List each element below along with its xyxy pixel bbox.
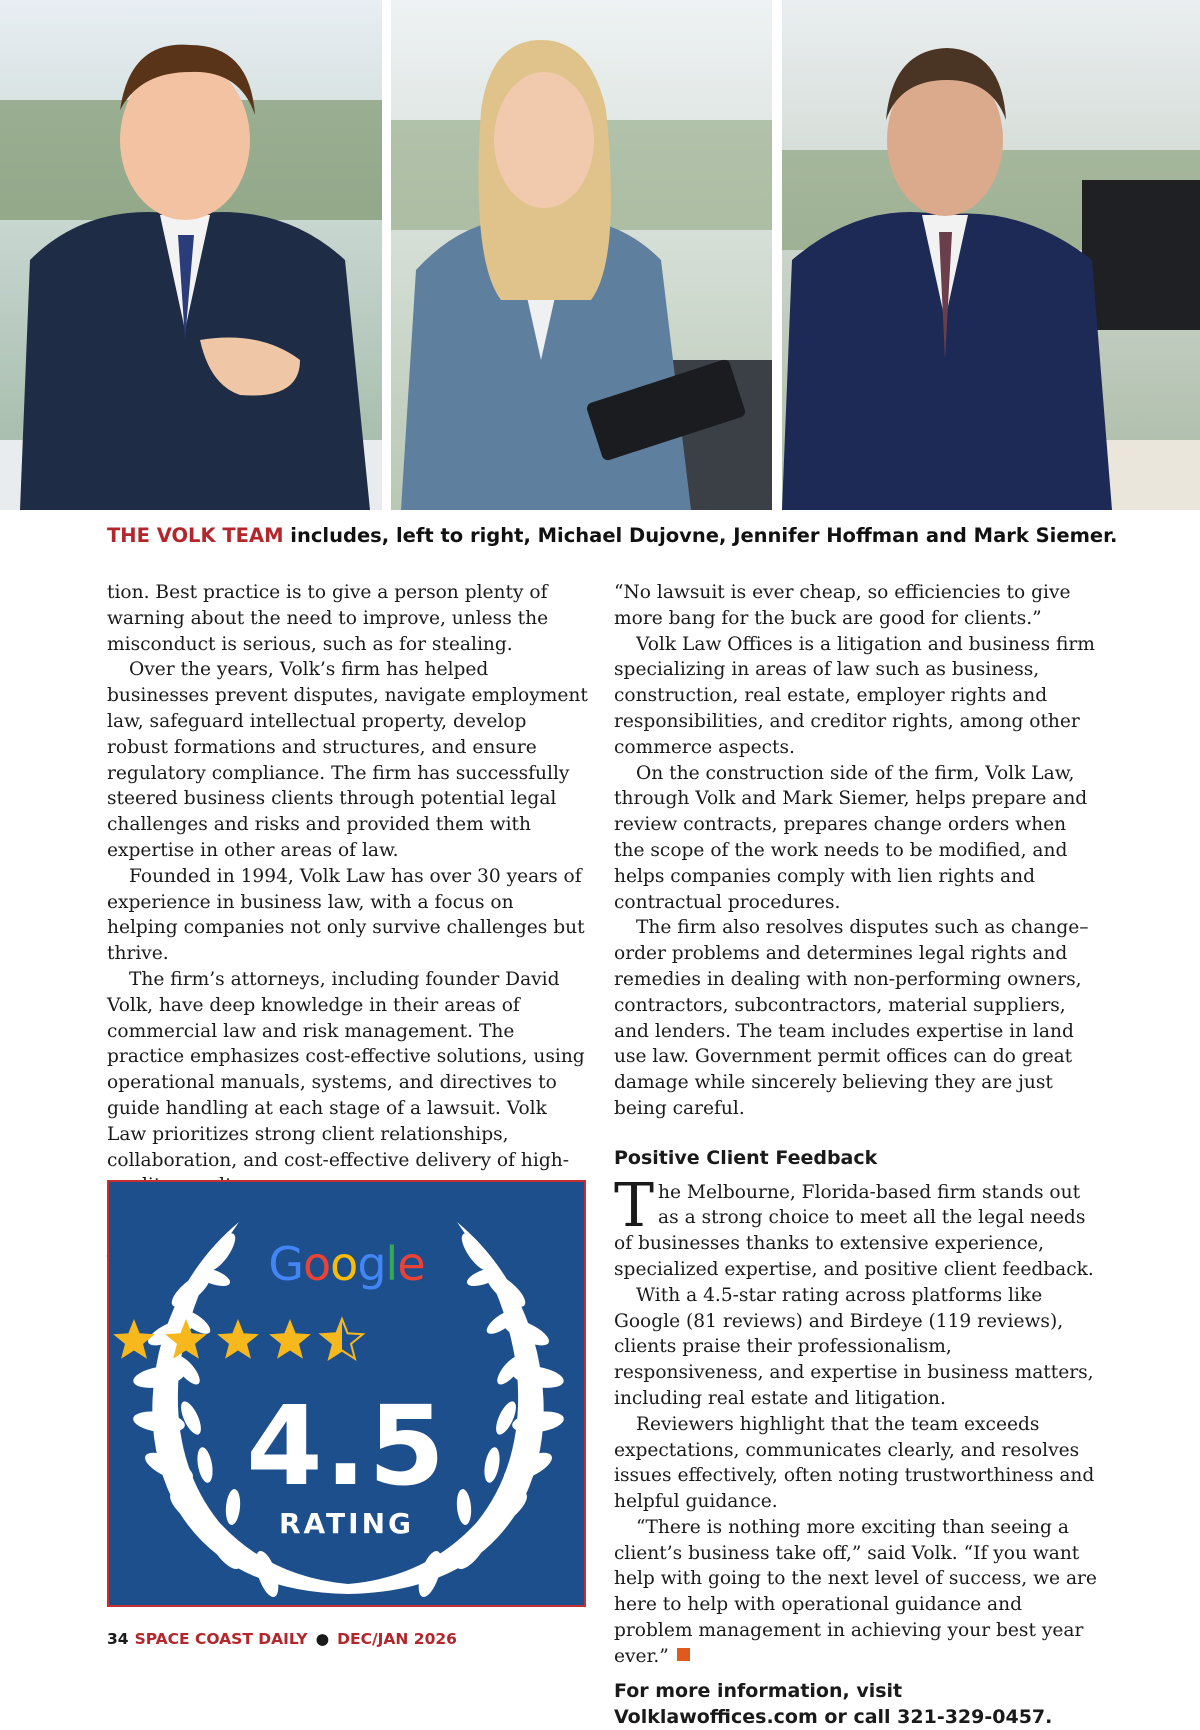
paragraph: Reviewers highlight that the team exceeds expectations, communicates clearly, and resolves issues effectively, often noting trustworthiness and helpful guidance. xyxy=(614,1413,1095,1513)
star-full-icon xyxy=(165,1319,207,1359)
paragraph: With a 4.5-star rating across platforms like Google (81 reviews) and Birdeye (119 reviews), clients praise their professionalism, responsiveness, and expertise in business matters, including real estate and litigation. xyxy=(614,1284,1094,1409)
photo-jennifer-hoffman xyxy=(391,0,772,510)
paragraph: The firm also resolves disputes such as change–order problems and determines legal rights and remedies in dealing with non-performing owners, contractors, subcontractors, material suppliers, and lenders. The team includes expertise in land use law. Government permit offices can do great damage while sincerely believing they are just being careful. xyxy=(614,917,1089,1119)
paragraph: The firm’s attorneys, including founder David Volk, have deep knowledge in their areas of commercial law and risk management. The practice emphasizes cost-effective solutions, using operational manuals, systems, and directives to guide handling at each stage of a lawsuit. Volk Law prioritizes strong client relationships, collaboration, and cost-effective delivery of high- xyxy=(107,968,585,1171)
google-logo-letter: G xyxy=(268,1237,304,1291)
star-half-icon xyxy=(321,1319,363,1359)
issue-date: DEC/JAN 2026 xyxy=(337,1630,457,1648)
paragraph: tion. Best practice is to give a person plenty of warning about the need to improve, unless the misconduct is serious, such as for stealing. xyxy=(107,582,549,655)
photo-strip xyxy=(0,0,1200,510)
final-text: “There is nothing more exciting than seeing a client’s business take off,” said Volk. “If you want help with going to the next level of success, we are here to help with operational guidance and problem management in achieving your best year ever.” xyxy=(614,1516,1097,1667)
paragraph: Over the years, Volk’s firm has helped businesses prevent disputes, navigate employment law, safeguard intellectual property, develop robust formations and structures, and ensure regulatory compliance. The firm has successfully steered business clients through potential legal challenges and risks and provided them with expertise in other areas of law. xyxy=(107,659,588,861)
drop-cap: T xyxy=(614,1170,655,1241)
google-rating-badge xyxy=(107,1180,586,1607)
google-logo xyxy=(109,1237,584,1291)
star-full-icon xyxy=(269,1319,311,1359)
page-footer xyxy=(107,1630,457,1648)
publication-name: SPACE COAST DAILY xyxy=(134,1630,308,1648)
left-column xyxy=(107,580,589,1277)
star-full-icon xyxy=(113,1319,155,1359)
google-logo-letter: l xyxy=(385,1237,398,1291)
google-logo-letter: e xyxy=(397,1237,425,1291)
lead-text: he Melbourne, Florida-based firm stands out as a strong choice to meet all the legal needs of businesses thanks to extensive experience, specialized expertise, and positive client feedback. xyxy=(614,1181,1094,1280)
lead-paragraph xyxy=(614,1170,1100,1283)
star-full-icon xyxy=(217,1319,259,1359)
caption-highlight: THE VOLK TEAM xyxy=(107,524,284,547)
google-logo-letter: o xyxy=(330,1237,358,1291)
end-mark-icon xyxy=(677,1648,690,1661)
more-information: For more information, visit Volklawoffices.com or call 321-329-0457. xyxy=(614,1679,1053,1728)
paragraph: Founded in 1994, Volk Law has over 30 years of experience in business law, with a focus on helping companies not only survive challenges but thrive. xyxy=(107,865,585,965)
rating-label: RATING xyxy=(279,1507,414,1540)
section-heading: Positive Client Feedback xyxy=(614,1146,878,1169)
google-logo-letter: o xyxy=(303,1237,331,1291)
photo-mark-siemer xyxy=(782,0,1200,510)
caption-text: includes, left to right, Michael Dujovne, Jennifer Hoffman and Mark Siemer. xyxy=(283,524,1118,547)
paragraph: “No lawsuit is ever cheap, so efficiencies to give more bang for the buck are good for clients.” xyxy=(614,582,1071,629)
google-logo-letter: g xyxy=(357,1237,386,1291)
rating-score: 4.5 xyxy=(246,1382,447,1510)
paragraph: Volk Law Offices is a litigation and business firm specializing in areas of law such as business, construction, real estate, employer rights and responsibilities, and creditor rights, among other commerce aspects. xyxy=(614,633,1095,758)
paragraph: On the construction side of the firm, Volk Law, through Volk and Mark Siemer, helps prepare and review contracts, prepares change orders when the scope of the work needs to be modified, and helps companies comply with lien rights and contractual procedures. xyxy=(614,762,1088,913)
page-number: 34 xyxy=(107,1630,129,1648)
photo-caption xyxy=(107,524,1117,547)
right-column xyxy=(614,580,1100,1730)
photo-michael-dujovne xyxy=(0,0,382,510)
paragraph-final xyxy=(614,1515,1100,1670)
separator-dot-icon: ● xyxy=(315,1630,330,1648)
